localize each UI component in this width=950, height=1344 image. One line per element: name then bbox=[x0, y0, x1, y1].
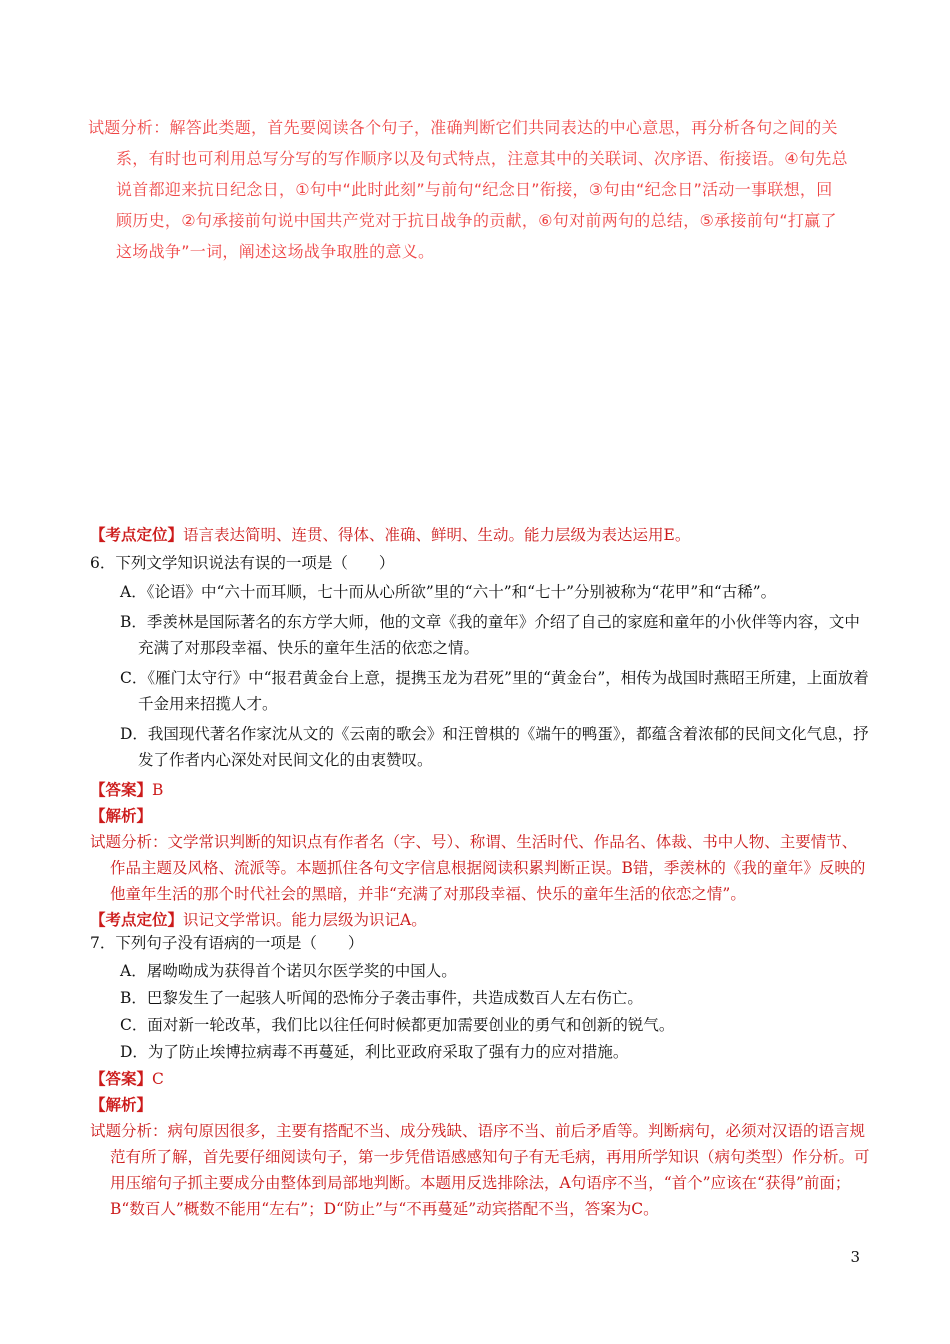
previous-question-analysis bbox=[88, 112, 848, 267]
jiexi-label: 【解析】 bbox=[90, 806, 153, 825]
question-6-option-c: C．《雁门太守行》中“报君黄金台上意，提携玉龙为君死”里的“黄金台”，相传为战国时燕昭王所建，上面放着千金用来招揽人才。 bbox=[120, 669, 869, 713]
jiexi-label: 【解析】 bbox=[90, 1095, 153, 1114]
kaodian-label: 【考点定位】 bbox=[90, 910, 184, 929]
answer-value: B bbox=[152, 781, 164, 799]
q5-kaodian-block bbox=[90, 522, 870, 548]
question-7-title: 7．下列句子没有语病的一项是（ ） bbox=[90, 934, 364, 952]
kaodian-text: 语言表达简明、连贯、得体、准确、鲜明、生动。能力层级为表达运用E。 bbox=[183, 526, 691, 544]
question-6-analysis: 试题分析：文学常识判断的知识点有作者名（字、号）、称谓、生活时代、作品名、体裁、书中人物、主要情节、作品主题及风格、流派等。本题抓住各句文字信息根据阅读积累判断正误。B错，季羡林的《我的童年》反映的他童年生活的那个时代社会的黑暗，并非“充满了对那段幸福、快乐的童年生活的依恋之情”。 bbox=[90, 833, 866, 903]
question-7-option-d: D．为了防止埃博拉病毒不再蔓延，利比亚政府采取了强有力的应对措施。 bbox=[120, 1043, 629, 1061]
answer-label: 【答案】 bbox=[90, 1069, 153, 1088]
kaodian-text: 识记文学常识。能力层级为识记A。 bbox=[183, 911, 427, 929]
question-6-title: 6．下列文学知识说法有误的一项是（ ） bbox=[90, 554, 395, 572]
question-7 bbox=[90, 930, 870, 1222]
page-number: 3 bbox=[850, 1248, 860, 1266]
question-7-analysis: 试题分析：病句原因很多，主要有搭配不当、成分残缺、语序不当、前后矛盾等。判断病句，必须对汉语的语言规范有所了解，首先要仔细阅读句子，第一步凭借语感感知句子有无毛病，再用所学知识（病句类型）作分析。可用压缩句子抓主要成分由整体到局部地判断。本题用反选排除法，A句语序不当，“首个”应该在“获得”前面；B“数百人”概数不能用“左右”；D“防止”与“不再蔓延”动宾搭配不当，答案为C。 bbox=[90, 1122, 870, 1218]
question-7-option-c: C．面对新一轮改革，我们比以往任何时候都更加需要创业的勇气和创新的锐气。 bbox=[120, 1016, 675, 1034]
question-6 bbox=[90, 550, 870, 933]
question-7-option-b: B．巴黎发生了一起骇人听闻的恐怖分子袭击事件，共造成数百人左右伤亡。 bbox=[120, 989, 643, 1007]
question-7-option-a: A．屠呦呦成为获得首个诺贝尔医学奖的中国人。 bbox=[120, 962, 457, 980]
kaodian-label: 【考点定位】 bbox=[90, 525, 184, 544]
question-6-option-a: A．《论语》中“六十而耳顺，七十而从心所欲”里的“六十”和“七十”分别被称为“花甲”和“古稀”。 bbox=[120, 583, 777, 601]
question-6-option-b: B．季羡林是国际著名的东方学大师，他的文章《我的童年》介绍了自己的家庭和童年的小伙伴等内容，文中充满了对那段幸福、快乐的童年生活的依恋之情。 bbox=[120, 613, 860, 657]
analysis-paragraph: 试题分析：解答此类题，首先要阅读各个句子，准确判断它们共同表达的中心意思，再分析各句之间的关系，有时也可利用总写分写的写作顺序以及句式特点，注意其中的关联词、次序语、衔接语。④句先总说首都迎来抗日纪念日，①句中“此时此刻”与前句“纪念日”衔接，③句由“纪念日”活动一事联想，回顾历史，②句承接前句说中国共产党对于抗日战争的贡献，⑥句对前两句的总结，⑤承接前句“打赢了这场战争”一词，阐述这场战争取胜的意义。 bbox=[88, 118, 848, 261]
question-6-option-d: D．我国现代著名作家沈从文的《云南的歌会》和汪曾棋的《端午的鸭蛋》，都蕴含着浓郁的民间文化气息，抒发了作者内心深处对民间文化的由衷赞叹。 bbox=[120, 725, 869, 769]
answer-label: 【答案】 bbox=[90, 780, 153, 799]
answer-value: C bbox=[152, 1070, 164, 1088]
